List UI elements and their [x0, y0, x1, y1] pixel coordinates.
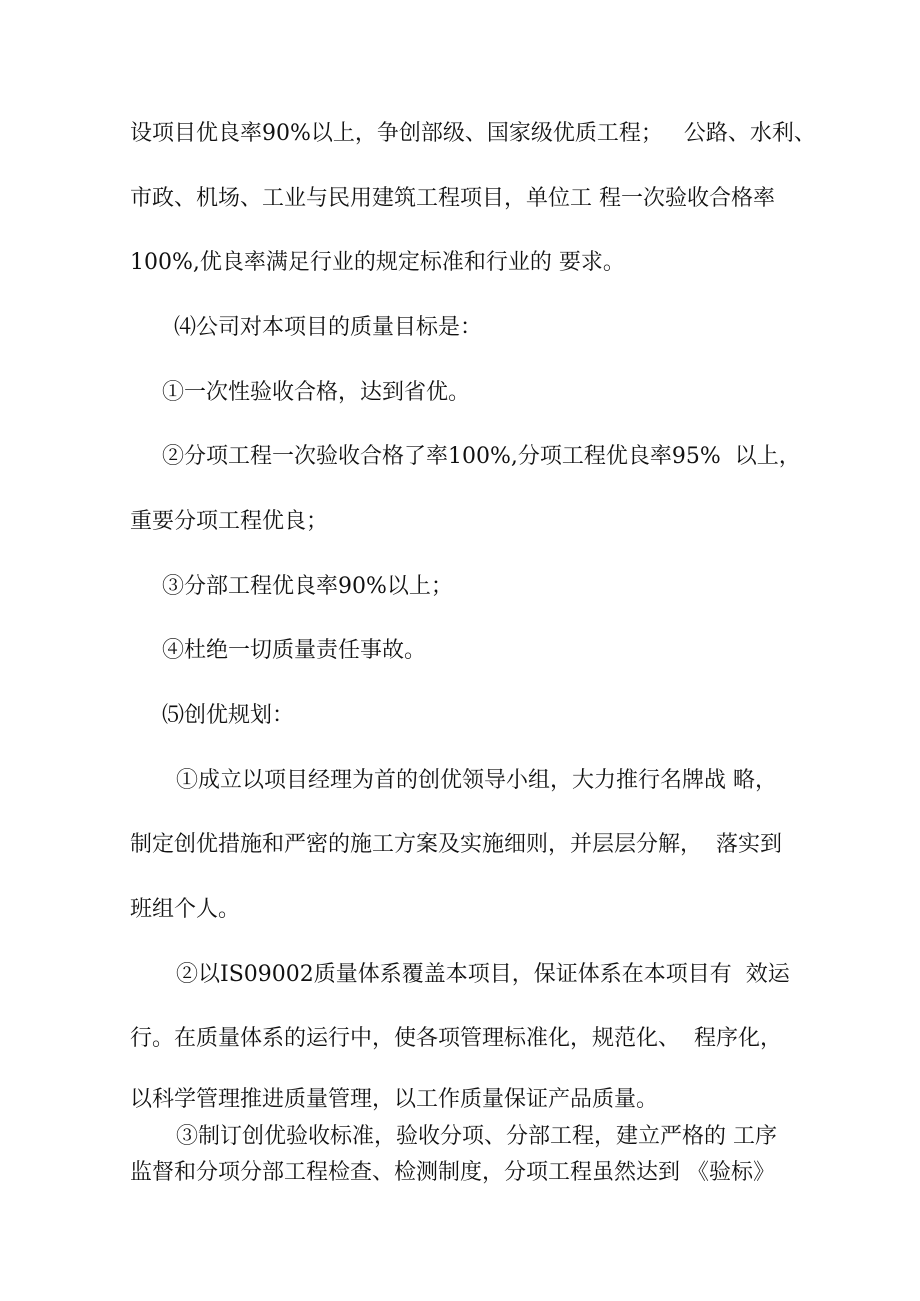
text-line-13: 班组个人。 — [130, 897, 241, 922]
text-line-15: 行。在质量体系的运行中，使各项管理标准化，规范化、 程序化， — [130, 1026, 782, 1051]
text-line-10: ⑸创优规划： — [162, 703, 295, 728]
text-line-17: ③制订创优验收标准，验收分项、分部工程，建立严格的 工序 — [176, 1124, 777, 1149]
text-line-1: 设项目优良率90%以上，争创部级、国家级优质工程； 公路、水利、 — [130, 121, 816, 146]
text-line-4: ⑷公司对本项目的质量目标是： — [174, 315, 483, 340]
text-line-3: 100%,优良率满足行业的规定标准和行业的 要求。 — [130, 250, 625, 275]
text-line-8: ③分部工程优良率90%以上； — [162, 574, 453, 599]
text-line-9: ④杜绝一切质量责任事故。 — [162, 638, 427, 663]
text-line-12: 制定创优措施和严密的施工方案及实施细则，并层层分解， 落实到 — [130, 832, 782, 857]
text-line-2: 市政、机场、工业与民用建筑工程项目，单位工 程一次验收合格率 — [130, 186, 775, 211]
text-line-11: ①成立以项目经理为首的创优领导小组，大力推行名牌战 略， — [176, 768, 777, 793]
text-line-7: 重要分项工程优良； — [130, 509, 329, 534]
text-line-5: ①一次性验收合格，达到省优。 — [162, 380, 471, 405]
text-line-16: 以科学管理推进质量管理，以工作质量保证产品质量。 — [130, 1087, 659, 1112]
text-line-6: ②分项工程一次验收合格了率100%,分项工程优良率95% 以上， — [162, 444, 801, 469]
text-line-18: 监督和分项分部工程检查、检测制度，分项工程虽然达到 《验标》 — [130, 1160, 775, 1185]
text-line-14: ②以IS09002质量体系覆盖本项目，保证体系在本项目有 效运 — [176, 962, 790, 987]
